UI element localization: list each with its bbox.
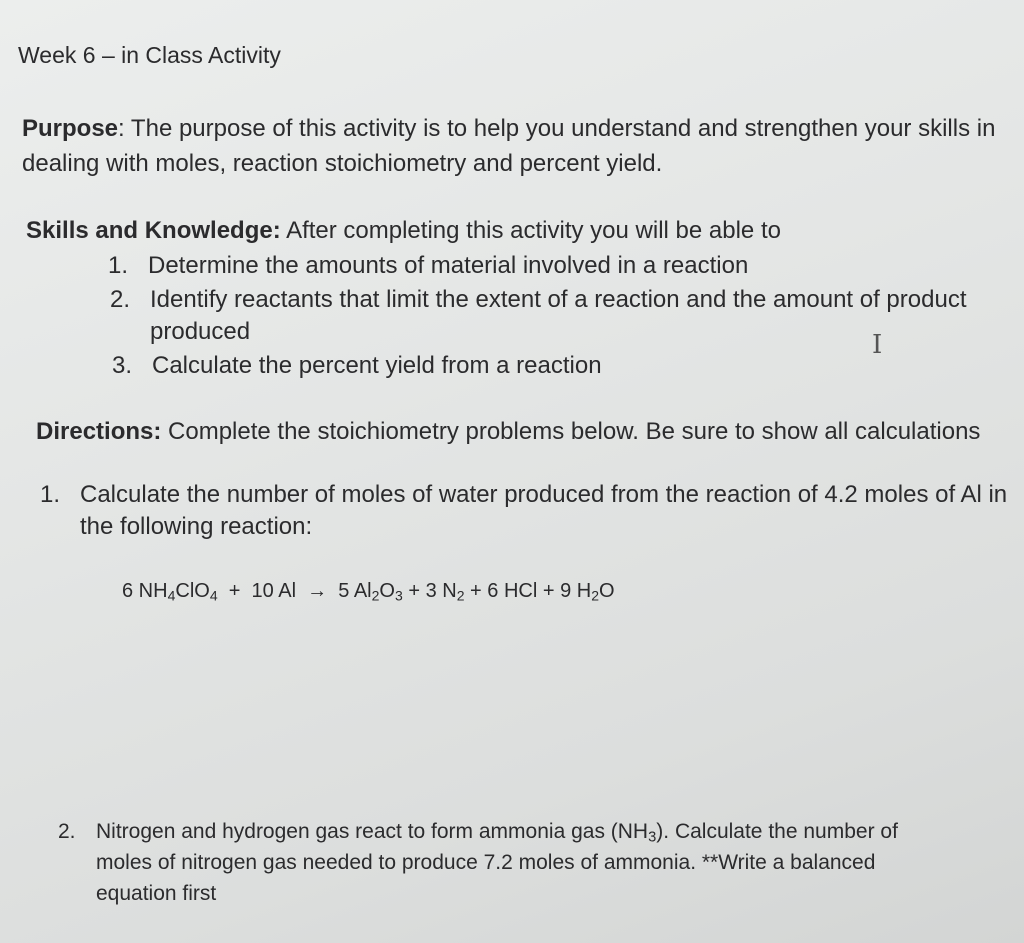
- eq-subscript: 2: [456, 587, 465, 604]
- skill-item-number: 3.: [112, 352, 133, 379]
- eq-part: 5 Al: [327, 580, 372, 602]
- question-1-text-1: Calculate the number of moles of water produced from the reaction of 4.2 moles of Al in: [80, 481, 1008, 508]
- question-2-text-3: equation first: [96, 882, 217, 905]
- directions-text: Complete the stoichiometry problems below. Be sure to show all calculations: [161, 418, 981, 445]
- question-2-text-1-end: ). Calculate the number of: [656, 820, 898, 843]
- question-2-line-1: [58, 820, 898, 844]
- question-number: 2.: [58, 820, 76, 843]
- purpose-text-1: : The purpose of this activity is to help you understand and strengthen your skills in: [118, 115, 996, 142]
- question-1-text-2: the following reaction:: [80, 513, 313, 540]
- purpose-line-1: [22, 115, 995, 143]
- eq-part: 6 NH: [122, 580, 168, 602]
- skill-item-2: [110, 286, 966, 314]
- skill-item-number: 2.: [110, 286, 131, 313]
- skill-item-number: 1.: [108, 252, 129, 279]
- skill-item-text: Calculate the percent yield from a reaction: [152, 352, 602, 379]
- skills-label: Skills and Knowledge:: [26, 217, 281, 244]
- question-2-text-2: moles of nitrogen gas needed to produce 7.2 moles of ammonia. **Write a balanced: [96, 851, 876, 874]
- skills-intro: After completing this activity you will be able to: [280, 217, 781, 244]
- skills-heading: [26, 217, 781, 245]
- purpose-label: Purpose: [22, 115, 119, 142]
- eq-part: + 6 HCl + 9 H: [464, 580, 592, 602]
- eq-subscript: 3: [394, 587, 403, 604]
- skill-item-text: Determine the amounts of material involved in a reaction: [148, 252, 749, 279]
- eq-subscript: 2: [371, 587, 380, 604]
- skill-item-3: [112, 352, 602, 380]
- eq-part: + 3 N: [402, 580, 457, 602]
- purpose-text-2: dealing with moles, reaction stoichiometry and percent yield.: [22, 150, 663, 177]
- page-title: Week 6 – in Class Activity: [18, 42, 281, 68]
- skill-item-text: Identify reactants that limit the extent of a reaction and the amount of product: [150, 286, 967, 313]
- chemical-equation: [122, 580, 615, 603]
- question-2-text-1: Nitrogen and hydrogen gas react to form ammonia gas (NH: [96, 820, 649, 843]
- eq-subscript: 4: [209, 587, 218, 604]
- question-number: 1.: [40, 481, 61, 508]
- eq-part: + 10 Al: [217, 580, 308, 602]
- eq-subscript: 4: [167, 587, 176, 604]
- directions-line: [36, 418, 980, 446]
- reaction-arrow-icon: →: [307, 580, 328, 602]
- question-2-subscript: 3: [648, 829, 657, 846]
- skill-item-1: [108, 252, 748, 280]
- eq-part: O: [599, 580, 615, 602]
- question-1-line-1: [40, 481, 1007, 509]
- eq-subscript: 2: [591, 587, 600, 604]
- eq-part: O: [379, 580, 395, 602]
- eq-part: ClO: [175, 580, 210, 602]
- text-cursor-icon: I: [872, 330, 883, 360]
- skill-item-2-continued: produced: [150, 318, 251, 345]
- directions-label: Directions:: [36, 418, 162, 445]
